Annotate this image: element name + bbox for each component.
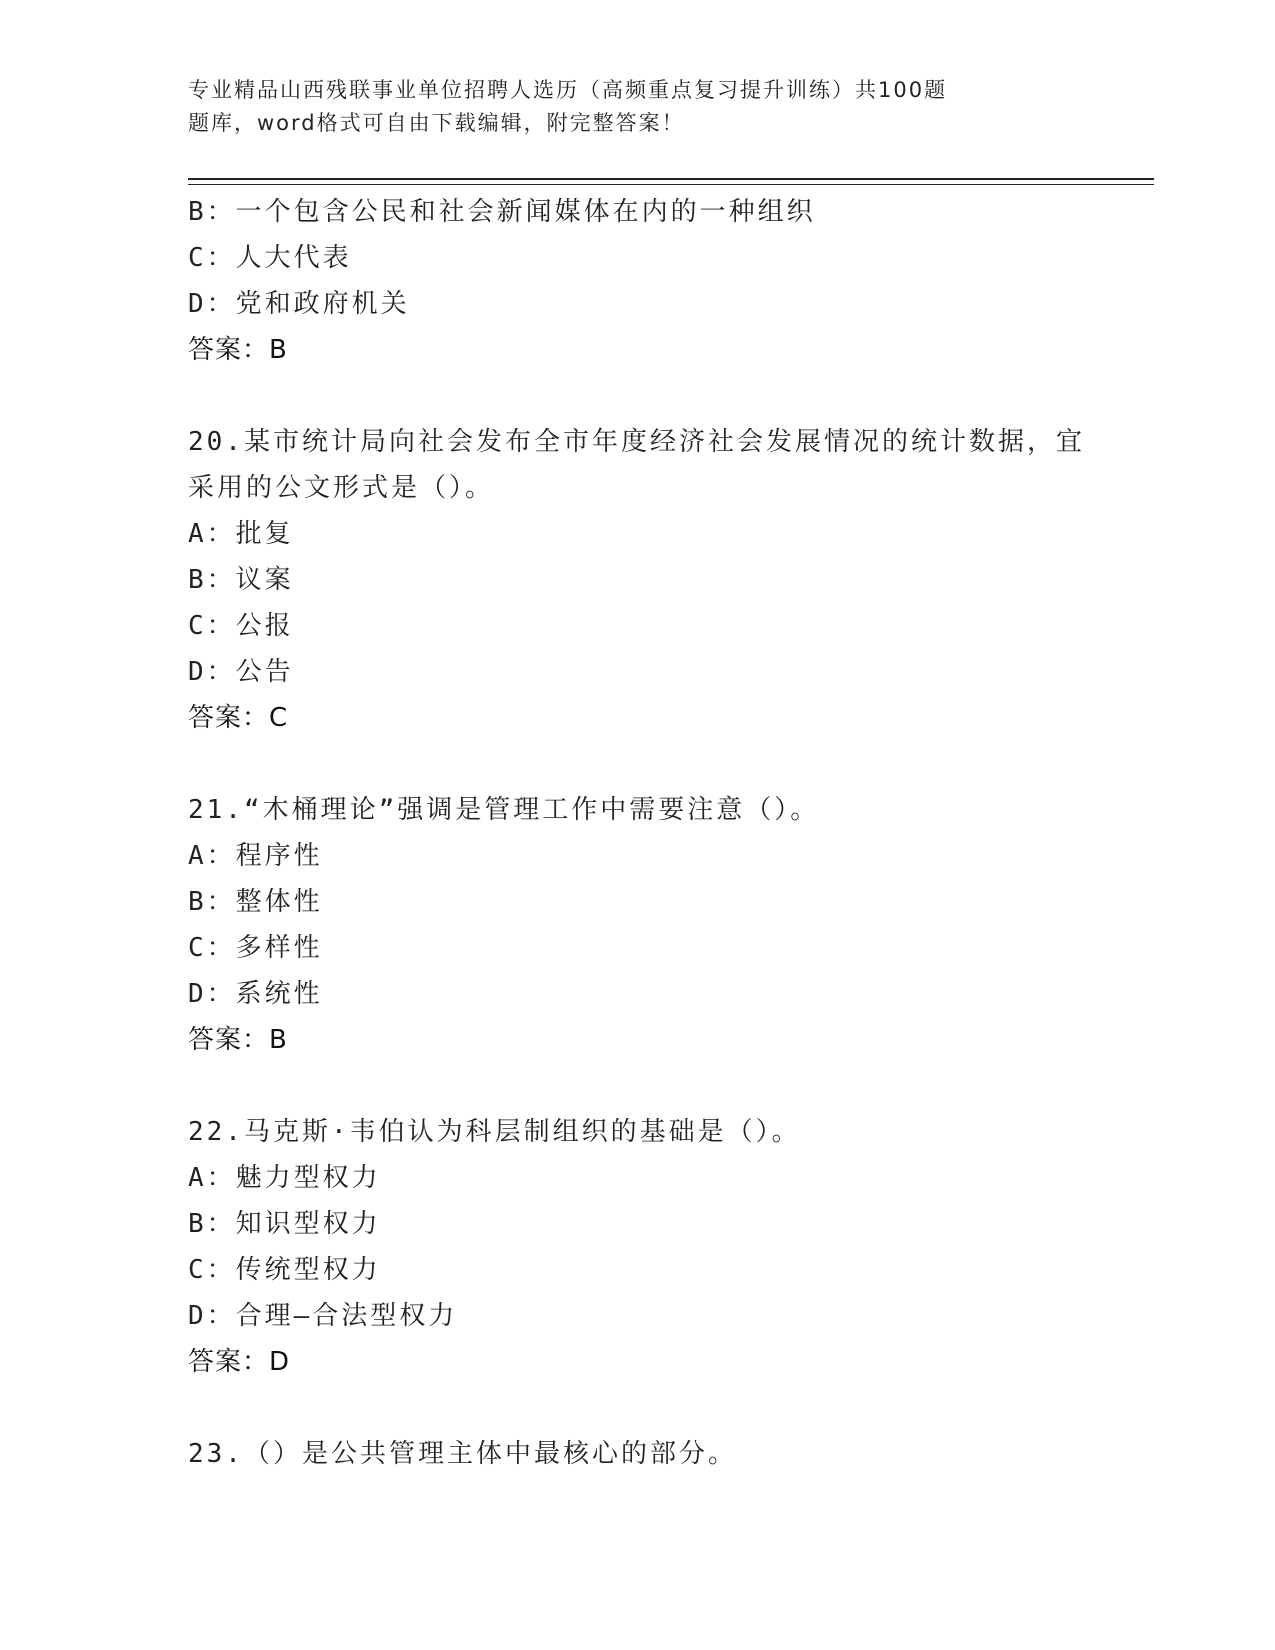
q19-option-b: B：一个包含公民和社会新闻媒体在内的一种组织 (188, 197, 816, 227)
q20-stem-line-2: 采用的公文形式是（）。 (188, 473, 495, 503)
q19-option-c: C：人大代表 (188, 243, 352, 273)
question-20 (188, 419, 1088, 741)
q20-answer: 答案：C (188, 703, 289, 733)
question-21 (188, 787, 1088, 1063)
header-line-1: 专业精品山西残联事业单位招聘人选历（高频重点复习提升训练）共100题 (188, 78, 948, 102)
q22-stem: 22.马克斯·韦伯认为科层制组织的基础是（）。 (188, 1117, 801, 1147)
q19-answer: 答案：B (188, 335, 288, 365)
q22-option-a: A：魅力型权力 (188, 1163, 381, 1193)
q22-option-d: D：合理—合法型权力 (188, 1301, 458, 1331)
q21-option-b: B：整体性 (188, 887, 323, 917)
q22-option-c: C：传统型权力 (188, 1255, 381, 1285)
q22-answer: 答案：D (188, 1347, 291, 1377)
q22-option-b: B：知识型权力 (188, 1209, 381, 1239)
question-23 (188, 1431, 1088, 1477)
document-header (188, 74, 1048, 140)
question-22 (188, 1109, 1088, 1385)
question-19-tail (188, 189, 1088, 373)
spacer (188, 1063, 1088, 1109)
q19-option-d: D：党和政府机关 (188, 289, 410, 319)
document-body (188, 189, 1088, 1477)
spacer (188, 373, 1088, 419)
q21-answer: 答案：B (188, 1025, 288, 1055)
q20-option-b: B：议案 (188, 565, 294, 595)
spacer (188, 1385, 1088, 1431)
q21-option-c: C：多样性 (188, 933, 323, 963)
header-line-2: 题库，word格式可自由下载编辑，附完整答案！ (188, 111, 685, 135)
q21-option-a: A：程序性 (188, 841, 323, 871)
spacer (188, 741, 1088, 787)
q21-option-d: D：系统性 (188, 979, 323, 1009)
q20-option-c: C：公报 (188, 611, 294, 641)
q20-option-d: D：公告 (188, 657, 294, 687)
q23-stem: 23.（）是公共管理主体中最核心的部分。 (188, 1439, 737, 1469)
q21-stem: 21.“木桶理论”强调是管理工作中需要注意（）。 (188, 795, 820, 825)
q20-stem-line-1: 20.某市统计局向社会发布全市年度经济社会发展情况的统计数据，宜 (188, 427, 1085, 457)
q20-option-a: A：批复 (188, 519, 294, 549)
header-divider-thin (188, 184, 1154, 185)
header-divider-thick (188, 178, 1154, 180)
